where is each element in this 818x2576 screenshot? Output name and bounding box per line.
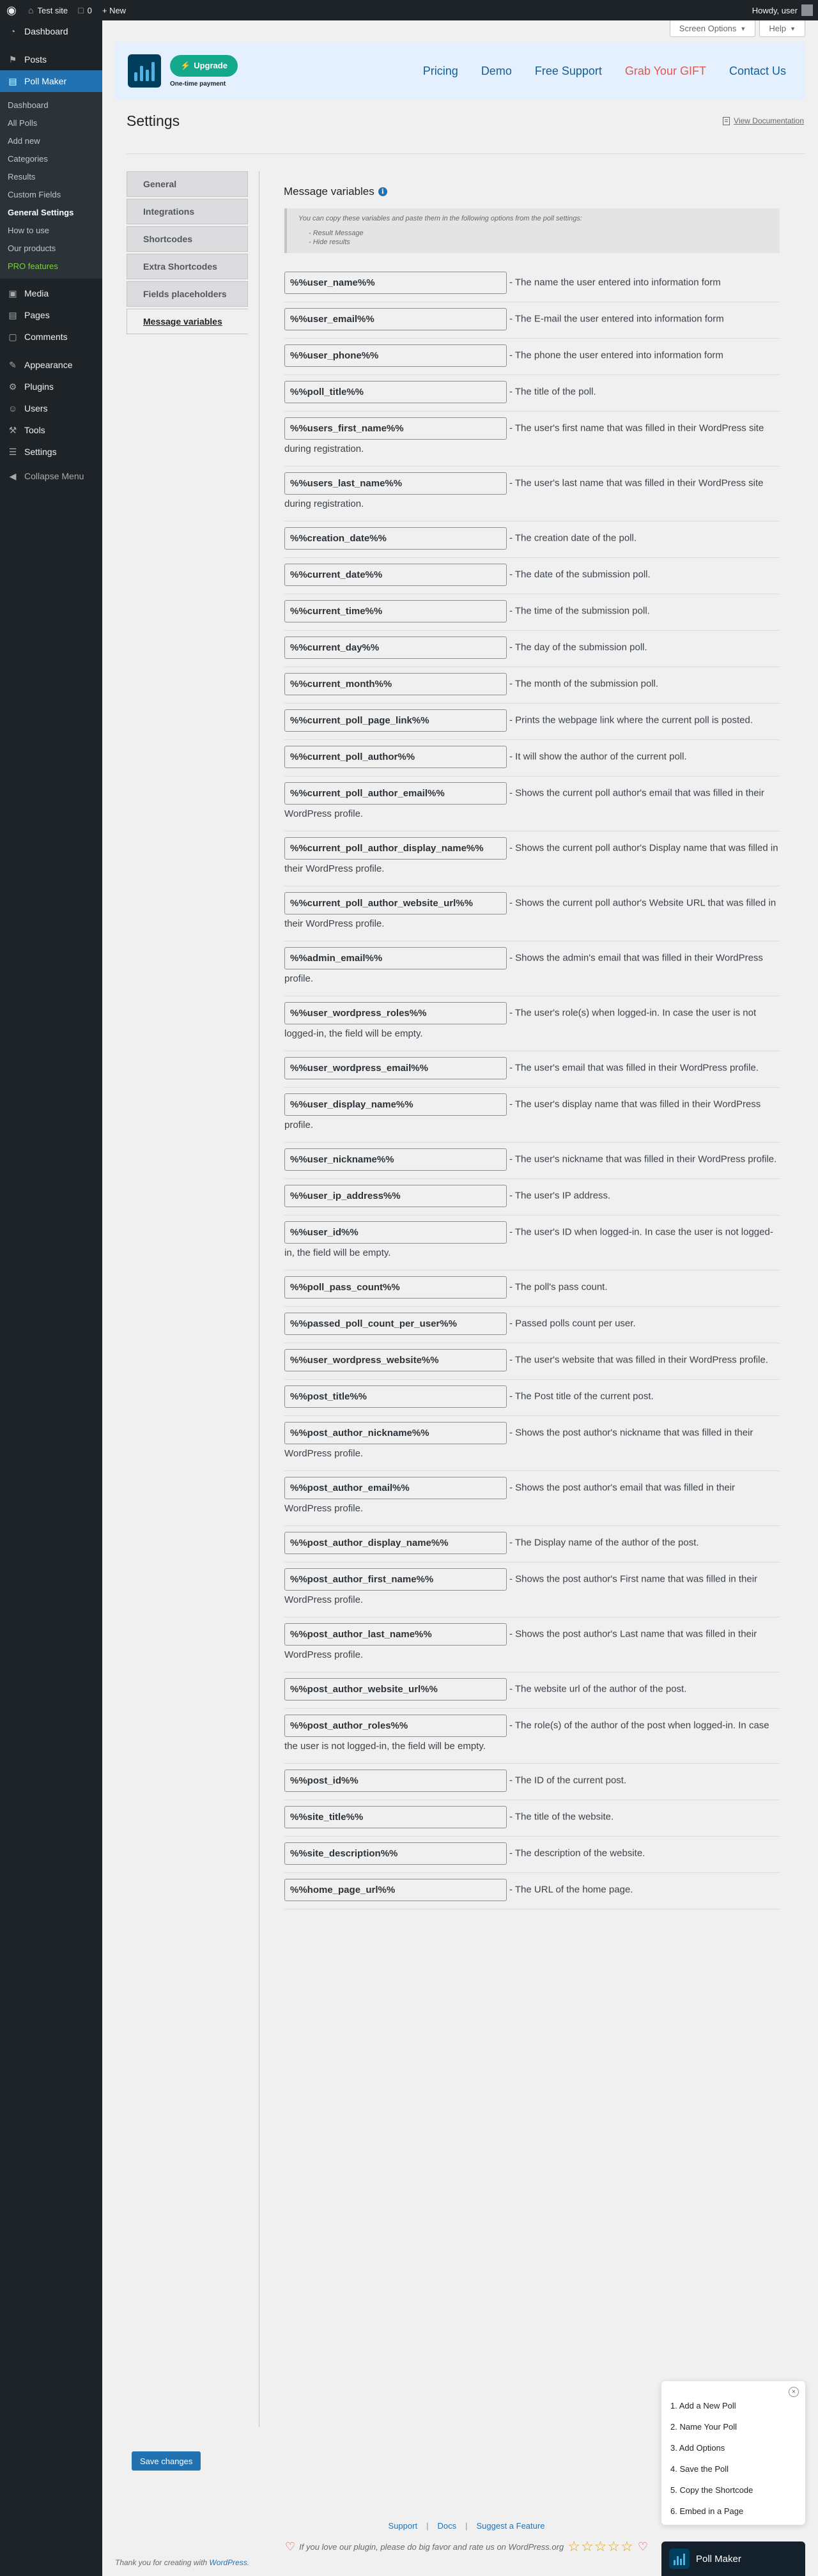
comments-icon: ▢	[8, 331, 17, 342]
variable-code-field[interactable]: %%post_author_roles%%	[284, 1715, 507, 1737]
variable-description: - The URL of the home page.	[509, 1884, 633, 1895]
new-content-link[interactable]	[97, 0, 131, 20]
sidebar-item-poll-maker[interactable]	[0, 70, 102, 92]
variable-description: - It will show the author of the current poll.	[509, 751, 687, 762]
step-item[interactable]: 6. Embed in a Page	[670, 2506, 744, 2516]
upgrade-button[interactable]	[170, 55, 238, 77]
variable-description: - The creation date of the poll.	[509, 532, 637, 544]
step-item[interactable]: 5. Copy the Shortcode	[670, 2485, 753, 2495]
rate-text: If you love our plugin, please do big favor and rate us on WordPress.org	[299, 2541, 564, 2552]
variable-row	[284, 1873, 780, 1909]
variable-code-field[interactable]: %%user_ip_address%%	[284, 1185, 507, 1207]
variable-code-field[interactable]: %%post_title%%	[284, 1385, 507, 1408]
comments-count: 0	[87, 5, 92, 15]
caret-down-icon: ▼	[740, 25, 746, 32]
variable-code-field[interactable]: %%user_nickname%%	[284, 1148, 507, 1171]
submenu-item-how-to-use[interactable]: How to use	[8, 225, 50, 235]
variable-code-field[interactable]: %%current_time%%	[284, 600, 507, 622]
thanks-prefix: Thank you for creating with	[115, 2558, 208, 2567]
variable-description: - The website url of the author of the post.	[509, 1683, 687, 1695]
rating-stars[interactable]: ☆☆☆☆☆	[567, 2538, 634, 2554]
step-item[interactable]: 3. Add Options	[670, 2443, 725, 2453]
step-item[interactable]: 1. Add a New Poll	[670, 2401, 736, 2410]
collapse-label: Collapse Menu	[24, 471, 84, 481]
variable-code-field[interactable]: %%admin_email%%	[284, 947, 507, 969]
sidebar-item-posts[interactable]	[0, 49, 102, 70]
sidebar-item-comments[interactable]	[0, 326, 102, 348]
collapse-menu-button[interactable]	[0, 465, 102, 487]
variable-row	[284, 831, 780, 886]
variable-description: - The date of the submission poll.	[509, 569, 651, 580]
variable-code-field[interactable]: %%user_name%%	[284, 272, 507, 294]
nav-link-free-support[interactable]: Free Support	[534, 64, 602, 77]
variable-row	[284, 375, 780, 412]
plugin-header	[115, 42, 805, 100]
variable-description: - The ID of the current post.	[509, 1775, 627, 1786]
variable-code-field[interactable]: %%poll_title%%	[284, 381, 507, 403]
tab-fields-placeholders[interactable]: Fields placeholders	[127, 281, 248, 307]
variable-row	[284, 740, 780, 776]
nav-link-contact-us[interactable]: Contact Us	[729, 64, 786, 77]
submenu-item-add-new[interactable]: Add new	[8, 135, 40, 146]
variable-description: - The E-mail the user entered into information form	[509, 313, 724, 325]
variable-row	[284, 1143, 780, 1179]
tab-message-variables[interactable]: Message variables	[127, 309, 248, 334]
submenu-item-results[interactable]: Results	[8, 171, 36, 181]
variable-row	[284, 1837, 780, 1873]
poll-maker-badge[interactable]	[661, 2541, 805, 2576]
view-documentation-link[interactable]: View Documentation	[734, 116, 804, 125]
variable-code-field[interactable]: %%current_poll_author_display_name%%	[284, 837, 507, 860]
variable-row	[284, 467, 780, 521]
sidebar-item-label: Appearance	[24, 360, 73, 370]
sidebar-item-label: Plugins	[24, 382, 54, 392]
variable-description: - The description of the website.	[509, 1847, 645, 1859]
brush-icon: ✎	[9, 359, 17, 370]
variable-description: - The Display name of the author of the post.	[509, 1537, 699, 1548]
variable-description: - Shows the current poll author's Website URL that was filled in their WordPress profile.	[284, 897, 776, 929]
variable-description: - The time of the submission poll.	[509, 605, 650, 617]
variable-code-field[interactable]: %%current_month%%	[284, 673, 507, 695]
variable-row	[284, 339, 780, 375]
variable-description: - The day of the submission poll.	[509, 642, 647, 653]
site-name-label: Test site	[37, 5, 68, 15]
sidebar-item-label: Posts	[24, 54, 47, 65]
variable-row	[284, 1800, 780, 1837]
variable-row	[284, 594, 780, 631]
tab-general[interactable]: General	[127, 171, 248, 197]
variable-row	[284, 1380, 780, 1416]
notice-options	[298, 229, 772, 247]
avatar	[801, 4, 813, 16]
sidebar-item-label: Media	[24, 288, 49, 298]
settings-icon: ☰	[8, 446, 17, 457]
variable-code-field[interactable]: %%users_last_name%%	[284, 472, 507, 495]
step-item[interactable]: 2. Name Your Poll	[670, 2422, 737, 2432]
account-menu[interactable]	[747, 0, 818, 20]
variable-description: - The role(s) of the author of the post when logged-in. In case the user is not logged-in, the field will be empty.	[284, 1720, 769, 1752]
sidebar-item-plugins[interactable]	[0, 376, 102, 397]
collapse-icon: ◀	[9, 470, 17, 481]
variable-code-field[interactable]: %%user_wordpress_roles%%	[284, 1002, 507, 1024]
variable-description: - The user's email that was filled in their WordPress profile.	[509, 1062, 759, 1074]
variable-row	[284, 886, 780, 941]
variable-description: - Shows the post author's First name that was filled in their WordPress profile.	[284, 1573, 758, 1605]
sidebar-item-pages[interactable]	[0, 304, 102, 326]
submenu-item-categories[interactable]: Categories	[8, 153, 48, 164]
variable-description: - Shows the post author's email that was filled in their WordPress profile.	[284, 1482, 736, 1514]
upgrade-label: Upgrade	[194, 61, 228, 70]
screen-options-button[interactable]	[670, 20, 756, 37]
variable-code-field[interactable]: %%user_id%%	[284, 1221, 507, 1244]
variable-code-field[interactable]: %%post_author_website_url%%	[284, 1678, 507, 1701]
footer-link-suggest-a-feature[interactable]: Suggest a Feature	[476, 2521, 545, 2531]
variable-code-field[interactable]: %%user_phone%%	[284, 344, 507, 367]
sidebar-item-appearance[interactable]	[0, 354, 102, 376]
tab-integrations[interactable]: Integrations	[127, 199, 248, 224]
sidebar-item-settings[interactable]	[0, 441, 102, 463]
message-variables-panel	[284, 185, 780, 1909]
variable-row	[284, 1051, 780, 1088]
variable-description: - The user's website that was filled in their WordPress profile.	[509, 1354, 768, 1366]
screen-meta-links	[670, 20, 805, 37]
variable-code-field[interactable]: %%post_author_last_name%%	[284, 1623, 507, 1646]
sidebar-item-label: Users	[24, 403, 48, 413]
variable-description: - Passed polls count per user.	[509, 1318, 636, 1329]
variable-row	[284, 1215, 780, 1270]
plugin-nav	[423, 65, 786, 78]
variable-description: - Shows the post author's Last name that was filled in their WordPress profile.	[284, 1628, 757, 1660]
variable-description: - The month of the submission poll.	[509, 678, 659, 690]
sidebar-item-label: Tools	[24, 425, 45, 435]
section-title-label: Message variables	[284, 185, 374, 197]
variable-code-field[interactable]: %%home_page_url%%	[284, 1879, 507, 1901]
variable-row	[284, 776, 780, 831]
footer-separator: |	[426, 2521, 429, 2531]
dashboard-icon: ◔	[10, 26, 16, 36]
variable-row	[284, 1307, 780, 1343]
view-documentation	[723, 116, 804, 125]
save-changes-button[interactable]: Save changes	[132, 2451, 201, 2471]
nav-link-grab-your-gift[interactable]: Grab Your GIFT	[624, 64, 706, 77]
sidebar-item-label: Settings	[24, 447, 57, 457]
variable-row	[284, 1526, 780, 1562]
variable-description: - The user's ID when logged-in. In case the user is not logged-in, the field will be empty.	[284, 1226, 773, 1258]
footer-thanks	[115, 2558, 249, 2567]
variable-description: - The Post title of the current post.	[509, 1391, 654, 1402]
variable-row	[284, 941, 780, 996]
section-title	[284, 185, 780, 198]
variable-code-field[interactable]: %%users_first_name%%	[284, 417, 507, 440]
variable-row	[284, 667, 780, 704]
submenu-item-custom-fields[interactable]: Custom Fields	[8, 189, 61, 199]
variable-code-field[interactable]: %%poll_pass_count%%	[284, 1276, 507, 1299]
users-icon: ☺	[8, 403, 18, 413]
notice-option: - Hide results	[309, 238, 772, 247]
variable-row	[284, 1343, 780, 1380]
admin-bar	[0, 0, 818, 20]
variable-row	[284, 996, 780, 1051]
sidebar-item-label: Dashboard	[24, 26, 68, 36]
nav-link-demo[interactable]: Demo	[481, 64, 512, 77]
variable-row	[284, 1764, 780, 1800]
copy-notice	[284, 208, 780, 253]
getting-started-panel	[661, 2381, 805, 2525]
variable-code-field[interactable]: %%user_display_name%%	[284, 1093, 507, 1116]
variable-code-field[interactable]: %%site_description%%	[284, 1842, 507, 1865]
variable-description: - The phone the user entered into information form	[509, 350, 723, 361]
submenu-item-our-products[interactable]: Our products	[8, 243, 56, 253]
sidebar-item-dashboard[interactable]	[0, 20, 102, 42]
variable-code-field[interactable]: %%current_date%%	[284, 564, 507, 586]
variable-row	[284, 1562, 780, 1617]
sidebar-item-tools[interactable]	[0, 419, 102, 441]
variable-code-field[interactable]: %%creation_date%%	[284, 527, 507, 550]
variable-row	[284, 1088, 780, 1143]
variable-description: - Shows the admin's email that was filled in their WordPress profile.	[284, 952, 763, 984]
variable-description: - The user's first name that was filled in their WordPress site during registration.	[284, 422, 764, 454]
tab-shortcodes[interactable]: Shortcodes	[127, 226, 248, 252]
pages-icon: ▤	[8, 309, 17, 320]
notice-option: - Result Message	[309, 229, 772, 238]
upgrade-note: One-time payment	[170, 80, 226, 88]
step-item[interactable]: 4. Save the Poll	[670, 2464, 729, 2474]
variable-row	[284, 1672, 780, 1709]
submenu-item-pro-features[interactable]: PRO features	[8, 261, 58, 271]
document-icon	[723, 117, 730, 125]
new-content-label: + New	[102, 5, 127, 15]
badge-label: Poll Maker	[696, 2553, 741, 2564]
help-button[interactable]	[759, 20, 805, 37]
title-divider	[127, 153, 805, 154]
poll-maker-submenu	[0, 92, 102, 279]
variable-row	[284, 704, 780, 740]
submenu-item-dashboard[interactable]: Dashboard	[8, 100, 49, 110]
variable-row	[284, 1270, 780, 1307]
variable-code-field[interactable]: %%user_wordpress_email%%	[284, 1057, 507, 1079]
variable-description: - The user's IP address.	[509, 1190, 611, 1201]
page-title: Settings	[127, 112, 180, 129]
settings-tabs	[127, 171, 248, 336]
variable-description: - The user's last name that was filled in their WordPress site during registration.	[284, 477, 764, 509]
sidebar-item-media[interactable]	[0, 282, 102, 304]
variable-description: - The poll's pass count.	[509, 1281, 608, 1293]
plugins-icon: ⚙	[8, 381, 17, 392]
variable-code-field[interactable]: %%site_title%%	[284, 1806, 507, 1828]
variable-row	[284, 302, 780, 339]
variable-description: - The user's role(s) when logged-in. In case the user is not logged-in, the field will be empty.	[284, 1007, 757, 1039]
variable-description: - The title of the website.	[509, 1811, 614, 1823]
variable-code-field[interactable]: %%passed_poll_count_per_user%%	[284, 1313, 507, 1335]
heart-icon: ♡	[637, 2540, 648, 2553]
variable-description: - The user's display name that was filled in their WordPress profile.	[284, 1099, 761, 1130]
poll-maker-icon: ▤	[8, 75, 17, 86]
variable-description: - The name the user entered into information form	[509, 277, 721, 288]
pin-icon: ⚑	[8, 54, 17, 65]
variable-code-field[interactable]: %%current_poll_author_website_url%%	[284, 892, 507, 914]
heart-icon: ♡	[285, 2540, 296, 2553]
howdy-label: Howdy, user	[752, 5, 798, 15]
comment-icon: □	[78, 5, 84, 15]
nav-link-pricing[interactable]: Pricing	[422, 64, 458, 77]
info-icon[interactable]: i	[378, 187, 387, 196]
footer-link-support[interactable]: Support	[388, 2521, 418, 2531]
variable-row	[284, 1471, 780, 1526]
variable-code-field[interactable]: %%post_id%%	[284, 1770, 507, 1792]
variable-row	[284, 1416, 780, 1471]
comments-link[interactable]	[73, 0, 97, 20]
sidebar-item-label: Poll Maker	[24, 76, 67, 86]
home-icon: ⌂	[28, 5, 34, 15]
tab-extra-shortcodes[interactable]: Extra Shortcodes	[127, 254, 248, 279]
footer-separator: |	[465, 2521, 468, 2531]
close-icon[interactable]: ×	[789, 2387, 799, 2397]
variable-code-field[interactable]: %%current_poll_page_link%%	[284, 709, 507, 732]
variable-row	[284, 1709, 780, 1764]
variable-row	[284, 631, 780, 667]
media-icon: ▣	[8, 288, 17, 298]
variable-description: - Shows the post author's nickname that was filled in their WordPress profile.	[284, 1427, 753, 1459]
wordpress-link[interactable]: WordPress	[209, 2558, 247, 2567]
variable-code-field[interactable]: %%post_author_email%%	[284, 1477, 507, 1499]
help-label: Help	[769, 24, 787, 33]
variable-row	[284, 558, 780, 594]
sidebar-item-users[interactable]	[0, 397, 102, 419]
variable-code-field[interactable]: %%current_day%%	[284, 636, 507, 659]
admin-sidebar	[0, 20, 102, 2576]
footer-link-docs[interactable]: Docs	[437, 2521, 457, 2531]
variable-code-field[interactable]: %%post_author_nickname%%	[284, 1422, 507, 1444]
variable-code-field[interactable]: %%post_author_display_name%%	[284, 1532, 507, 1554]
variable-description: - Prints the webpage link where the current poll is posted.	[509, 714, 753, 726]
lightning-icon: ⚡	[180, 60, 191, 70]
site-name-link[interactable]	[23, 0, 73, 20]
poll-maker-logo	[669, 2549, 690, 2569]
submenu-item-general-settings[interactable]: General Settings	[8, 207, 74, 217]
sidebar-item-label: Pages	[24, 310, 50, 320]
screen-options-label: Screen Options	[679, 24, 737, 33]
variable-code-field[interactable]: %%post_author_first_name%%	[284, 1568, 507, 1591]
variable-row	[284, 266, 780, 302]
notice-text: You can copy these variables and paste them in the following options from the poll settings:	[298, 215, 582, 222]
thanks-suffix: .	[247, 2558, 250, 2567]
wordpress-logo-icon[interactable]: ◉	[6, 3, 17, 17]
variable-description: - Shows the current poll author's Display name that was filled in their WordPress profile.	[284, 842, 778, 874]
variable-row	[284, 1617, 780, 1672]
tools-icon: ⚒	[8, 424, 17, 435]
sidebar-item-label: Comments	[24, 332, 68, 342]
variable-description: - The user's nickname that was filled in their WordPress profile.	[509, 1153, 777, 1165]
variable-row	[284, 521, 780, 558]
submenu-item-all-polls[interactable]: All Polls	[8, 118, 38, 128]
poll-maker-logo[interactable]	[128, 54, 161, 88]
variable-code-field[interactable]: %%current_poll_author_email%%	[284, 782, 507, 805]
variable-code-field[interactable]: %%current_poll_author%%	[284, 746, 507, 768]
variable-code-field[interactable]: %%user_wordpress_website%%	[284, 1349, 507, 1371]
variable-code-field[interactable]: %%user_email%%	[284, 308, 507, 330]
variable-description: - The title of the poll.	[509, 386, 596, 397]
variables-list	[284, 266, 780, 1909]
variable-row	[284, 412, 780, 467]
variable-row	[284, 1179, 780, 1215]
variable-description: - Shows the current poll author's email that was filled in their WordPress profile.	[284, 787, 764, 819]
caret-down-icon: ▼	[790, 25, 796, 32]
